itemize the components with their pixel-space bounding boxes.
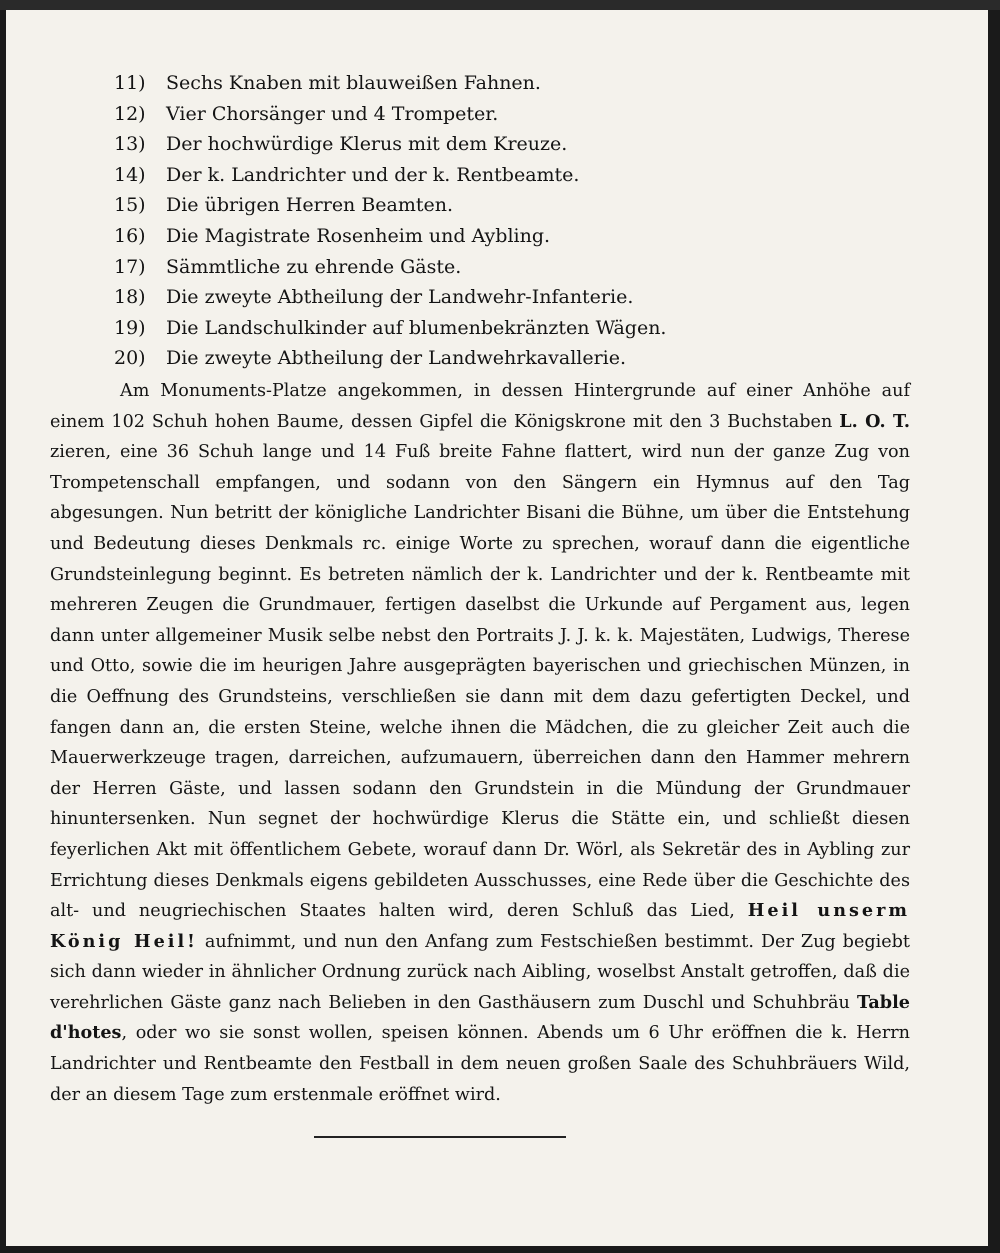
list-number: 16) (114, 224, 146, 247)
paragraph-text: , oder wo sie sonst wollen, speisen können. Abends um 6 Uhr eröffnen die k. Herrn Landrichter und Rentbeamte den Festball in dem neuen großen Saale des Schuhbräuers Wild, der an diesem Tage zum erstenmale eröffnet wird. (50, 1023, 910, 1105)
list-text: Die Landschulkinder auf blumenbekränzten Wägen. (166, 316, 667, 339)
list-item (114, 160, 666, 191)
list-number: 11) (114, 72, 146, 94)
scan-right-border (988, 10, 1000, 1253)
list-number: 15) (114, 194, 146, 217)
list-item (114, 313, 666, 344)
list-text: Die übrigen Herren Beamten. (166, 194, 454, 217)
list-number: 13) (114, 133, 146, 156)
list-item (114, 68, 666, 99)
closing-rule (314, 1136, 566, 1138)
list-item (114, 252, 666, 283)
list-text: Sechs Knaben mit blauweißen Fahnen. (166, 72, 541, 94)
hymn-title: Heil unserm König Heil! (50, 900, 910, 952)
list-number: 17) (114, 255, 146, 278)
list-text: Sämmtliche zu ehrende Gäste. (166, 255, 462, 278)
list-text: Der hochwürdige Klerus mit dem Kreuze. (166, 133, 568, 156)
list-number: 14) (114, 163, 146, 186)
ceremony-paragraph (50, 376, 910, 1110)
list-text: Die Magistrate Rosenheim und Aybling. (166, 224, 551, 247)
list-text: Die zweyte Abtheilung der Landwehrkavallerie. (166, 347, 627, 370)
procession-list (114, 68, 666, 374)
crown-letters: L. O. T. (839, 410, 910, 432)
list-number: 12) (114, 102, 146, 125)
scan-bottom-border (0, 1246, 1000, 1253)
list-item (114, 190, 666, 221)
paragraph-text: aufnimmt, und nun den Anfang zum Festschießen bestimmt. Der Zug begiebt sich dann wieder in ähnlicher Ordnung zurück nach Aibling, woselbst Anstalt getroffen, daß die verehrlichen Gäste ganz nach Belieben in den Gasthäusern zum Duschl und Schuhbräu (50, 931, 910, 1013)
list-number: 20) (114, 347, 146, 370)
list-item (114, 221, 666, 252)
list-item (114, 99, 666, 130)
paragraph-text: zieren, eine 36 Schuh lange und 14 Fuß breite Fahne flattert, wird nun der ganze Zug von Trompetenschall empfangen, und sodann von den Sängern ein Hymnus auf den Tag abgesungen. Nun betritt der königliche Landrichter Bisani die Bühne, um über die Entstehung und Bedeutung dieses Denkmals rc. einige Worte zu sprechen, worauf dann die eigentliche Grundsteinlegung beginnt. Es betreten nämlich der k. Landrichter und der k. Rentbeamte mit mehreren Zeugen die Grundmauer, fertigen daselbst die Urkunde auf Pergament aus, legen dann unter allgemeiner Musik selbe nebst den Portraits J. J. k. k. Majestäten, Ludwigs, Therese und Otto, sowie die im heurigen Jahre ausgeprägten bayerischen und griechischen Münzen, in die Oeffnung des Grundsteins, verschließen sie dann mit dem dazu gefertigten Deckel, und fangen dann an, die ersten Steine, welche ihnen die Mädchen, die zu gleicher Zeit auch die Mauerwerkzeuge tragen, darreichen, aufzumauern, überreichen dann den Hammer mehrern der Herren Gäste, und lassen sodann den Grundstein in die Mündung der Grundmauer hinuntersenken. Nun segnet der hochwürdige Klerus die Stätte ein, und schließt diesen feyerlichen Akt mit öffentlichem Gebete, worauf dann Dr. Wörl, als Sekretär des in Aybling zur Errichtung dieses Denkmals eigens gebildeten Ausschusses, eine Rede über die Geschichte des alt- und neugriechischen Staates halten wird, deren Schluß das Lied, (50, 442, 910, 922)
list-number: 19) (114, 316, 146, 339)
paragraph-text: Am Monuments-Platze angekommen, in dessen Hintergrunde auf einer Anhöhe auf einem 102 Schuh hohen Baume, dessen Gipfel die Königskrone mit den 3 Buchstaben (50, 381, 910, 432)
scan-top-border (0, 0, 1000, 10)
list-text: Die zweyte Abtheilung der Landwehr-Infanterie. (166, 286, 634, 309)
list-number: 18) (114, 286, 146, 309)
list-item (114, 343, 666, 374)
list-item (114, 129, 666, 160)
list-text: Der k. Landrichter und der k. Rentbeamte. (166, 163, 580, 186)
paper-sheet (6, 10, 988, 1246)
table-dhotes: Table d'hotes (50, 991, 910, 1044)
list-text: Vier Chorsänger und 4 Trompeter. (166, 102, 499, 125)
list-item (114, 282, 666, 313)
